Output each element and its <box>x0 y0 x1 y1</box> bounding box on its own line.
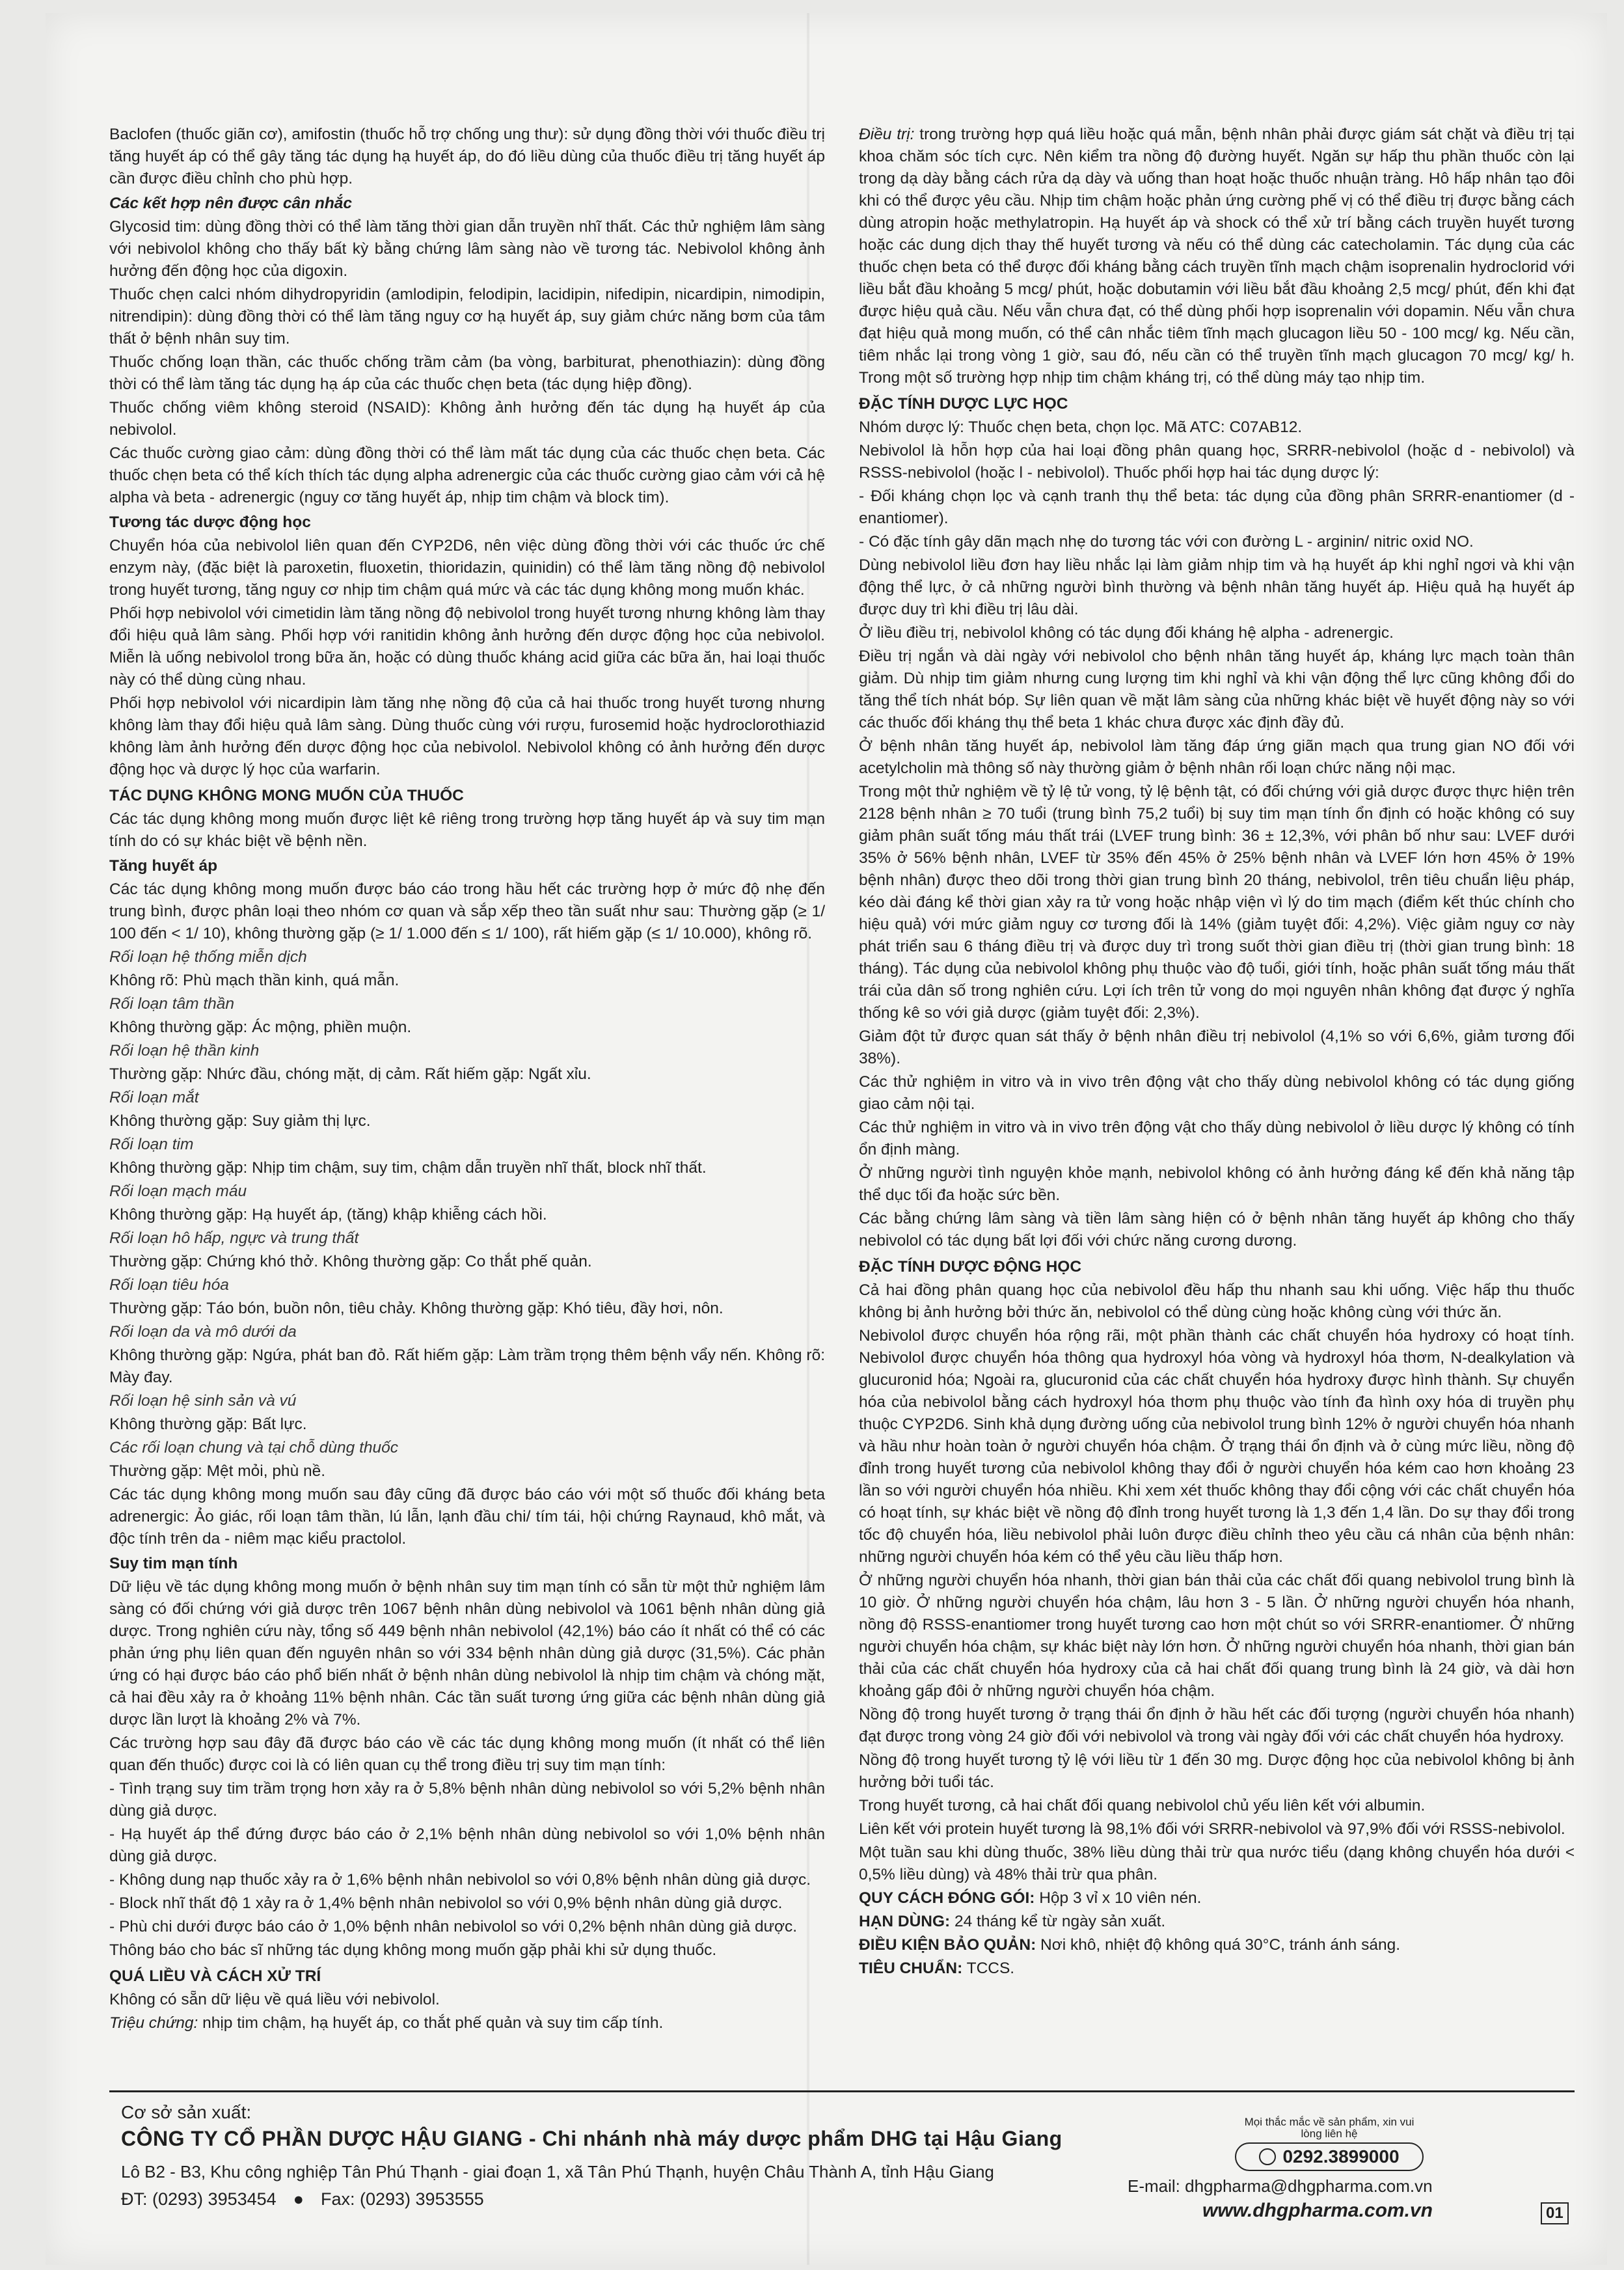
hotline-number: 0292.3899000 <box>1282 2146 1400 2167</box>
section-heading: QUÁ LIỀU VÀ CÁCH XỬ TRÍ <box>109 1967 321 1985</box>
paragraph: Không thường gặp: Hạ huyết áp, (tăng) khập khiễng cách hồi. <box>109 1206 547 1224</box>
paragraph: Nồng độ trong huyết tương ở trạng thái ổn định ở hầu hết các đối tượng (người chuyển hóa nhanh) đạt được trong vòng 24 giờ đối với nebivolol và trong vài ngày đối với các chất chuyển hóa hydroxy. <box>859 1706 1575 1745</box>
section-heading: TÁC DỤNG KHÔNG MONG MUỐN CỦA THUỐC <box>109 787 464 804</box>
paragraph: Thông báo cho bác sĩ những tác dụng không mong muốn gặp phải khi sử dụng thuốc. <box>109 1941 717 1959</box>
paragraph: Các tác dụng không mong muốn sau đây cũng đã được báo cáo với một số thuốc đối kháng beta adrenergic: Ảo giác, rối loạn tâm thần, lú lẫn, lạnh đầu chi/ tím tái, hội chứng Raynaud, khô mắt, và độc tính trên da - niêm mạc kiểu practolol. <box>109 1486 825 1548</box>
paragraph: Không thường gặp: Ác mộng, phiền muộn. <box>109 1019 412 1036</box>
paragraph: Không thường gặp: Ngứa, phát ban đỏ. Rất hiếm gặp: Làm trầm trọng thêm bệnh vẩy nến. Không rõ: Mày đay. <box>109 1347 825 1386</box>
paragraph-text: Hộp 3 vỉ x 10 viên nén. <box>1035 1889 1202 1907</box>
category-heading: Rối loạn hệ thống miễn dịch <box>109 948 307 966</box>
paragraph: Baclofen (thuốc giãn cơ), amifostin (thuốc hỗ trợ chống ung thư): sử dụng đồng thời với thuốc điều trị tăng huyết áp có thể gây tăng tác dụng hạ huyết áp, do đó liều dùng của thuốc điều trị tăng huyết áp cần được điều chỉnh cho phù hợp. <box>109 126 825 187</box>
phone-icon <box>1259 2148 1276 2165</box>
hotline-box <box>1235 2116 1424 2171</box>
paragraph: Thường gặp: Chứng khó thở. Không thường gặp: Co thắt phế quản. <box>109 1253 592 1270</box>
paragraph: Nebivolol được chuyển hóa rộng rãi, một phần thành các chất chuyển hóa hydroxy có hoạt tính. Nebivolol được chuyển hóa thông qua hydroxyl hóa vòng và hydroxyl hóa thơm, N-dealkylation và glucuronid hóa; Ngoài ra, glucuronid của các chất chuyển hóa hydroxy được hình thành. Sự chuyển hóa của nebivolol bằng cách hydroxyl hóa thơm phụ thuộc vào tính đa hình oxy hóa di truyền phụ thuộc CYP2D6. Sinh khả dụng đường uống của nebivolol trung bình 12% ở người chuyển hóa nhanh và hầu như hoàn toàn ở người chuyển hóa chậm. Ở trạng thái ổn định và ở cùng mức liều, nồng độ đỉnh trong huyết tương của nebivolol không thay đổi ở người chuyển hóa kém cao hơn khoảng 23 lần so với người chuyển hóa nhiều. Khi xem xét thuốc không thay đổi cộng với các chất chuyển hóa có hoạt tính, sự khác biệt về nồng độ đỉnh trong huyết tương là 1,3 đến 1,4 lần. Do sự thay đổi trong tốc độ chuyển hóa, liều nebivolol phải luôn được điều chỉnh theo yêu cầu cá nhân của bệnh nhân: những người chuyển hóa kém có thể yêu cầu liều thấp hơn. <box>859 1327 1575 1566</box>
paragraph: Trong một thử nghiệm về tỷ lệ tử vong, tỷ lệ bệnh tật, có đối chứng với giả dược được thực hiện trên 2128 bệnh nhân ≥ 70 tuổi (trung bình 75,2 tuổi) bị suy tim mạn tính ổn định có hoặc không có suy giảm phân suất tống máu thất trái (LVEF trung bình: 36 ± 12,3%, với phân bố như sau: LVEF dưới 35% ở 56% bệnh nhân, LVEF từ 35% đến 45% ở 25% bệnh nhân và LVEF lớn hơn 45% ở 19% bệnh nhân) được theo dõi trong thời gian trung bình 20 tháng, nebivolol, trên tiêu chuẩn liệu pháp, kéo dài đáng kể thời gian xảy ra tử vong hoặc nhập viện vì lý do tim mạch (điểm kết thúc chính cho hiệu quả) với mức giảm nguy cơ tương đối là 14% (giảm tuyệt đối: 4,2%). Việc giảm nguy cơ này phát triển sau 6 tháng điều trị và được duy trì trong suốt thời gian điều trị (thời gian trung bình: 18 tháng). Tác dụng của nebivolol không phụ thuộc vào độ tuổi, giới tính, hoặc phân suất tống máu thất trái của dân số trong nghiên cứu. Lợi ích trên tử vong do mọi nguyên nhân không đạt được ý nghĩa thống kê so với giả dược (giảm tuyệt đối: 2,3%). <box>859 783 1575 1022</box>
paragraph: Ở bệnh nhân tăng huyết áp, nebivolol làm tăng đáp ứng giãn mạch qua trung gian NO đối với acetylcholin mà thông số này thường giảm ở bệnh nhân rối loạn chức năng nội mạc. <box>859 737 1575 777</box>
paragraph <box>859 124 1575 389</box>
separator-dot: ● <box>293 2189 304 2209</box>
paragraph: Ở liều điều trị, nebivolol không có tác dụng đối kháng hệ alpha - adrenergic. <box>859 624 1394 642</box>
phone-number: ĐT: (0293) 3953454 <box>121 2189 277 2209</box>
paragraph: Các thử nghiệm in vitro và in vivo trên động vật cho thấy dùng nebivolol không có tác dụng giống giao cảm nội tại. <box>859 1073 1575 1113</box>
paragraph: - Có đặc tính gây dãn mạch nhẹ do tương tác với con đường L - arginin/ nitric oxid NO. <box>859 533 1474 551</box>
paragraph: Các tác dụng không mong muốn được liệt kê riêng trong trường hợp tăng huyết áp và suy tim mạn tính do có sự khác biệt về bệnh nền. <box>109 810 825 850</box>
inline-heading: Điều trị: <box>859 126 915 143</box>
manufacturer-label: Cơ sở sản xuất: <box>121 2102 252 2122</box>
paragraph-text: 24 tháng kể từ ngày sản xuất. <box>950 1913 1166 1930</box>
left-column <box>109 124 825 2036</box>
spec-line <box>859 1887 1575 1909</box>
paragraph: Không rõ: Phù mạch thần kinh, quá mẫn. <box>109 972 399 989</box>
spec-line <box>859 1934 1575 1956</box>
subsection-heading: Tương tác dược động học <box>109 513 311 531</box>
paragraph: Nhóm dược lý: Thuốc chẹn beta, chọn lọc. Mã ATC: C07AB12. <box>859 418 1303 436</box>
section-heading: ĐẶC TÍNH DƯỢC ĐỘNG HỌC <box>859 1258 1082 1276</box>
paragraph: Các thuốc cường giao cảm: dùng đồng thời có thể làm mất tác dụng của các thuốc chẹn beta. Các thuốc chẹn beta có thể kích thích tác dụng alpha adrenergic của các thuốc cường giao cảm với cả hệ alpha và beta - adrenergic (nguy cơ tăng huyết áp, nhịp tim chậm và block tim). <box>109 444 825 506</box>
paragraph: Một tuần sau khi dùng thuốc, 38% liều dùng thải trừ qua nước tiểu (dạng không chuyển hóa dưới < 0,5% liều dùng) và 48% thải trừ qua phân. <box>859 1844 1575 1883</box>
manufacturer-footer <box>109 2097 1575 2247</box>
spec-line <box>859 1958 1575 1980</box>
company-address: Lô B2 - B3, Khu công nghiệp Tân Phú Thạnh - giai đoạn 1, xã Tân Phú Thạnh, huyện Châu Thành A, tỉnh Hậu Giang <box>121 2162 994 2181</box>
paragraph: Thường gặp: Mệt mỏi, phù nề. <box>109 1462 326 1480</box>
paragraph: Thường gặp: Táo bón, buồn nôn, tiêu chảy. Không thường gặp: Khó tiêu, đầy hơi, nôn. <box>109 1300 724 1317</box>
website-link[interactable]: www.dhgpharma.com.vn <box>1202 2200 1433 2221</box>
category-heading: Rối loạn mạch máu <box>109 1183 247 1200</box>
category-heading: Rối loạn tim <box>109 1136 194 1153</box>
paragraph: Không thường gặp: Suy giảm thị lực. <box>109 1112 371 1130</box>
paragraph: - Không dung nạp thuốc xảy ra ở 1,6% bệnh nhân nebivolol so với 0,8% bệnh nhân dùng giả dược. <box>109 1871 811 1889</box>
subsection-heading: Các kết hợp nên được cân nhắc <box>109 195 353 212</box>
paragraph: Không có sẵn dữ liệu về quá liều với nebivolol. <box>109 1991 440 2008</box>
company-name: CÔNG TY CỔ PHẦN DƯỢC HẬU GIANG - Chi nhánh nhà máy dược phẩm DHG tại Hậu Giang <box>121 2127 1062 2150</box>
paragraph: Không thường gặp: Bất lực. <box>109 1415 307 1433</box>
paragraph: Thường gặp: Nhức đầu, chóng mặt, dị cảm. Rất hiếm gặp: Ngất xỉu. <box>109 1065 591 1083</box>
paragraph-text: Nơi khô, nhiệt độ không quá 30°C, tránh ánh sáng. <box>1036 1936 1401 1954</box>
subsection-heading: Tăng huyết áp <box>109 857 218 875</box>
paragraph: Thuốc chẹn calci nhóm dihydropyridin (amlodipin, felodipin, lacidipin, nifedipin, nicardipin, nimodipin, nitrendipin): dùng đồng thời có thể làm tăng nguy cơ hạ huyết áp, suy giảm chức năng bơm của tâm thất ở bệnh nhân suy tim. <box>109 286 825 348</box>
paragraph-text: trong trường hợp quá liều hoặc quá mẫn, bệnh nhân phải được giám sát chặt và điều trị tại khoa chăm sóc tích cực. Nên kiểm tra nồng độ đường huyết. Ngăn sự hấp thu phần thuốc còn lại trong dạ dày bằng cách rửa dạ dày và uống than hoạt hoặc thuốc nhuận tràng. Hô hấp nhân tạo đôi khi có thể được yêu cầu. Nhịp tim chậm hoặc phản ứng cường phế vị có thể điều trị được bằng cách dùng atropin hoặc methylatropin. Hạ huyết áp và shock có thể xử trí bằng cách truyền huyết tương hoặc các dung dịch thay thế huyết tương và nếu có thể dùng các catecholamin. Tác dụng của các thuốc chẹn beta có thể được đối kháng bằng cách truyền tĩnh mạch chậm isoprenalin hydroclorid với liều bắt đầu khoảng 5 mcg/ phút, hoặc dobutamin với liều bắt đầu khoảng 2,5 mcg/ phút, đến khi đạt được hiệu quả cầu. Nếu vẫn chưa đạt, có thể dùng phối hợp isoprenalin với dopamin. Nếu vẫn chưa đạt hiệu quả mong muốn, có thể cân nhắc tiêm tĩnh mạch glucagon liều 50 - 100 mcg/ kg. Nếu cần, tiêm nhắc lại trong vòng 1 giờ, sau đó, nếu cần có thể truyền tĩnh mạch glucagon 70 mcg/ kg/ h. Trong một số trường hợp nhịp tim chậm kháng trị, có thể dùng máy tạo nhịp tim. <box>859 126 1575 387</box>
contact-phones <box>121 2189 484 2209</box>
paragraph-text: nhịp tim chậm, hạ huyết áp, co thắt phế quản và suy tim cấp tính. <box>198 2014 664 2032</box>
subsection-heading: Suy tim mạn tính <box>109 1555 238 1572</box>
category-heading: Rối loạn hệ sinh sản và vú <box>109 1392 297 1410</box>
paragraph: Ở những người chuyển hóa nhanh, thời gian bán thải của các chất đối quang nebivolol trung bình là 10 giờ. Ở những người chuyển hóa chậm, lâu hơn 3 - 5 lần. Ở những người chuyển hóa nhanh, nồng độ RSSS-enantiomer trong huyết tương cao hơn một chút so với SRRR-enantiomer. Ở những người chuyển hóa chậm, sự khác biệt này lớn hơn. Ở những người chuyển hóa nhanh, thời gian bán thải của các chất chuyển hóa hydroxy của cả hai chất đối quang trung bình là 24 giờ, và dài hơn khoảng gấp đôi ở những người chuyển hóa chậm. <box>859 1572 1575 1700</box>
inline-heading: Triệu chứng: <box>109 2014 198 2032</box>
category-heading: Rối loạn mắt <box>109 1089 199 1106</box>
right-column <box>859 124 1575 1981</box>
category-heading: Các rối loạn chung và tại chỗ dùng thuốc <box>109 1439 399 1456</box>
email-link[interactable]: E-mail: dhgpharma@dhgpharma.com.vn <box>1128 2176 1433 2196</box>
spec-line <box>859 1911 1575 1933</box>
paragraph: - Block nhĩ thất độ 1 xảy ra ở 1,4% bệnh nhân nebivolol so với 0,9% bệnh nhân dùng giả dược. <box>109 1894 783 1912</box>
fax-number: Fax: (0293) 3953555 <box>320 2189 484 2209</box>
paragraph: Nebivolol là hỗn hợp của hai loại đồng phân quang học, SRRR-nebivolol (hoặc d - nebivolol) và RSSS-nebivolol (hoặc l - nebivolol). Thuốc phối hợp hai tác dụng dược lý: <box>859 442 1575 482</box>
category-heading: Rối loạn tiêu hóa <box>109 1276 229 1294</box>
paragraph: Thuốc chống viêm không steroid (NSAID): Không ảnh hưởng đến tác dụng hạ huyết áp của nebivolol. <box>109 399 825 439</box>
hotline-note: Mọi thắc mắc về sản phẩm, xin vui lòng liên hệ <box>1244 2116 1414 2140</box>
paragraph: Giảm đột tử được quan sát thấy ở bệnh nhân điều trị nebivolol (4,1% so với 6,6%, giảm tương đối 38%). <box>859 1028 1575 1067</box>
field-label: QUY CÁCH ĐÓNG GÓI: <box>859 1889 1035 1907</box>
paragraph: Liên kết với protein huyết tương là 98,1% đối với SRRR-nebivolol và 97,9% đối với RSSS-nebivolol. <box>859 1820 1565 1838</box>
field-label: ĐIỀU KIỆN BẢO QUẢN: <box>859 1936 1036 1954</box>
paragraph: Các trường hợp sau đây đã được báo cáo về các tác dụng không mong muốn (ít nhất có thể liên quan đến thuốc) được coi là có liên quan cụ thể trong điều trị suy tim mạn tính: <box>109 1734 825 1774</box>
paragraph: Điều trị ngắn và dài ngày với nebivolol cho bệnh nhân tăng huyết áp, kháng lực mạch toàn thân giảm. Dù nhịp tim giảm nhưng cung lượng tim khi nghỉ và khi vận động thể lực cũng không đổi do tăng thể tích nhát bóp. Sự liên quan về mặt lâm sàng của những khác biệt về huyết động này so với các thuốc đối kháng thụ thể beta 1 khác chưa được xác định đầy đủ. <box>859 648 1575 732</box>
paragraph: Các bằng chứng lâm sàng và tiền lâm sàng hiện có ở bệnh nhân tăng huyết áp không cho thấy nebivolol có tác dụng bất lợi đối với chức năng cương dương. <box>859 1210 1575 1250</box>
paragraph <box>109 2012 825 2034</box>
category-heading: Rối loạn tâm thần <box>109 995 235 1013</box>
paragraph: Trong huyết tương, cả hai chất đối quang nebivolol chủ yếu liên kết với albumin. <box>859 1797 1426 1814</box>
paragraph: Các tác dụng không mong muốn được báo cáo trong hầu hết các trường hợp ở mức độ nhẹ đến trung bình, được phân loại theo nhóm cơ quan và sắp xếp theo tần suất như sau: Thường gặp (≥ 1/ 100 đến < 1/ 10), không thường gặp (≥ 1/ 1.000 đến ≤ 1/ 100), rất hiếm gặp (≤ 1/ 10.000), không rõ. <box>109 881 825 942</box>
paragraph: Chuyển hóa của nebivolol liên quan đến CYP2D6, nên việc dùng đồng thời với các thuốc ức chế enzym này, (đặc biệt là paroxetin, fluoxetin, thioridazin, quinidin) có thể làm tăng nồng độ nebivolol trong huyết tương, tăng nguy cơ nhịp tim chậm quá mức và các tác dụng không mong muốn khác. <box>109 537 825 599</box>
paragraph: Phối hợp nebivolol với nicardipin làm tăng nhẹ nồng độ của cả hai thuốc trong huyết tương nhưng không làm thay đổi hiệu quả lâm sàng. Dùng thuốc cùng với rượu, furosemid hoặc hydroclorothiazid không làm ảnh hưởng đến dược động học của nebivolol. Nebivolol không có ảnh hưởng đến dược động học và dược lý học của warfarin. <box>109 694 825 778</box>
paragraph: - Phù chi dưới được báo cáo ở 1,0% bệnh nhân nebivolol so với 0,2% bệnh nhân dùng giả dược. <box>109 1918 798 1935</box>
paragraph: Dùng nebivolol liều đơn hay liều nhắc lại làm giảm nhịp tim và hạ huyết áp khi nghỉ ngơi và khi vận động thể lực, ở cả những người bình thường và bệnh nhân tăng huyết áp. Hiệu quả hạ huyết áp được duy trì khi điều trị lâu dài. <box>859 556 1575 618</box>
paragraph: - Tình trạng suy tim trầm trọng hơn xảy ra ở 5,8% bệnh nhân dùng nebivolol so với 5,2% bệnh nhân dùng giả dược. <box>109 1780 825 1820</box>
paragraph: Glycosid tim: dùng đồng thời có thể làm tăng thời gian dẫn truyền nhĩ thất. Các thử nghiệm lâm sàng với nebivolol không cho thấy bất kỳ bằng chứng lâm sàng nào về tương tác. Nebivolol không ảnh hưởng đến động học của digoxin. <box>109 218 825 280</box>
field-label: HẠN DÙNG: <box>859 1913 951 1930</box>
paragraph: Dữ liệu về tác dụng không mong muốn ở bệnh nhân suy tim mạn tính có sẵn từ một thử nghiệm lâm sàng có đối chứng với giả dược trên 1067 bệnh nhân dùng nebivolol và 1061 bệnh nhân dùng giả dược. Trong nghiên cứu này, tổng số 449 bệnh nhân nebivolol (42,1%) báo cáo ít nhất có thể có các phản ứng phụ liên quan đến nguyên nhân so với 334 bệnh nhân dùng giả dược (31,5%). Các phản ứng có hại được báo cáo phổ biến nhất ở bệnh nhân dùng nebivolol là nhịp tim chậm và chóng mặt, cả hai đều xảy ra ở khoảng 11% bệnh nhân. Các tần suất tương ứng giữa các bệnh nhân dùng giả dược lần lượt là khoảng 2% và 7%. <box>109 1578 825 1729</box>
category-heading: Rối loạn hô hấp, ngực và trung thất <box>109 1229 359 1247</box>
paragraph: - Đối kháng chọn lọc và cạnh tranh thụ thể beta: tác dụng của đồng phân SRRR-enantiomer (d - enantiomer). <box>859 487 1575 527</box>
footer-divider <box>109 2090 1575 2092</box>
hotline-badge[interactable] <box>1235 2142 1424 2171</box>
paragraph: Phối hợp nebivolol với cimetidin làm tăng nồng độ nebivolol trong huyết tương nhưng không làm thay đổi hiệu quả lâm sàng. Phối hợp với ranitidin không ảnh hưởng đến dược động học của nebivolol. Miễn là uống nebivolol trong bữa ăn, hoặc có dùng thuốc kháng acid giữa các bữa ăn, hai loại thuốc này có thể dùng cùng nhau. <box>109 605 825 689</box>
paragraph: Cả hai đồng phân quang học của nebivolol đều hấp thu nhanh sau khi uống. Việc hấp thu thuốc không bị ảnh hưởng bởi thức ăn, nebivolol có thể dùng cùng hoặc không cùng với thức ăn. <box>859 1281 1575 1321</box>
paragraph: - Hạ huyết áp thể đứng được báo cáo ở 2,1% bệnh nhân dùng nebivolol so với 1,0% bệnh nhân dùng giả dược. <box>109 1826 825 1865</box>
field-label: TIÊU CHUẨN: <box>859 1960 963 1977</box>
paragraph: Thuốc chống loạn thần, các thuốc chống trầm cảm (ba vòng, barbiturat, phenothiazin): dùng đồng thời có thể làm tăng tác dụng hạ áp của các thuốc chẹn beta (tác dụng hiệp đồng). <box>109 353 825 393</box>
paragraph: Các thử nghiệm in vitro và in vivo trên động vật cho thấy dùng nebivolol ở liều dược lý không có tính ổn định màng. <box>859 1119 1575 1158</box>
paragraph: Nồng độ trong huyết tương tỷ lệ với liều từ 1 đến 30 mg. Dược động học của nebivolol không bị ảnh hưởng bởi tuổi tác. <box>859 1751 1575 1791</box>
category-heading: Rối loạn da và mô dưới da <box>109 1323 297 1341</box>
paragraph: Không thường gặp: Nhịp tim chậm, suy tim, chậm dẫn truyền nhĩ thất, block nhĩ thất. <box>109 1159 707 1177</box>
category-heading: Rối loạn hệ thần kinh <box>109 1042 260 1060</box>
paragraph: Ở những người tình nguyện khỏe mạnh, nebivolol không có ảnh hưởng đáng kể đến khả năng tập thể dục tối đa hoặc sức bền. <box>859 1164 1575 1204</box>
paragraph-text: TCCS. <box>962 1960 1015 1977</box>
page-number: 01 <box>1541 2202 1569 2224</box>
section-heading: ĐẶC TÍNH DƯỢC LỰC HỌC <box>859 395 1068 413</box>
